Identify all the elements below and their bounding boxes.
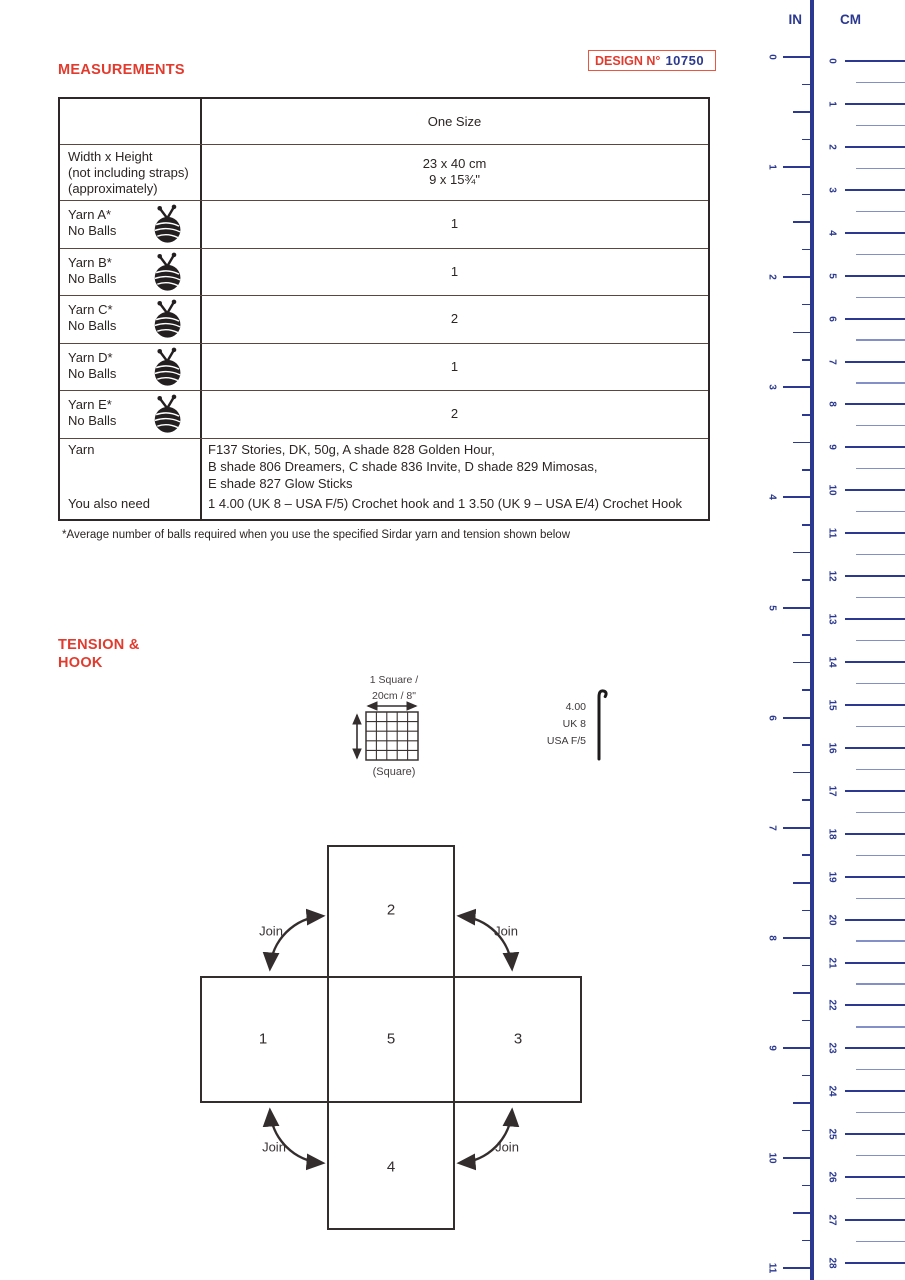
yarn-row-value: 1 — [450, 216, 459, 231]
cm-line-number: 17 — [826, 785, 838, 797]
join-arrow-top-left — [270, 916, 322, 968]
inch-tick — [783, 827, 810, 829]
half-inch-tick — [793, 992, 811, 994]
yarn-ball-icon — [150, 204, 188, 244]
panel-4: 4 — [386, 1158, 396, 1176]
half-cm-line — [856, 382, 905, 383]
size-row-value: 23 x 40 cm 9 x 15¾" — [422, 156, 487, 187]
cm-line — [845, 318, 905, 320]
ruler-inches-header: IN — [788, 12, 802, 27]
yarn-ball-icon — [150, 347, 188, 387]
half-cm-line — [856, 726, 905, 727]
cm-line — [845, 146, 905, 148]
yarn-ball-icon — [150, 299, 188, 339]
cm-line-number: 7 — [826, 358, 838, 365]
yarn-row-label: Yarn D* No Balls — [68, 350, 117, 381]
cm-line-number: 11 — [826, 527, 838, 539]
quarter-inch-tick — [802, 965, 811, 967]
panel-3: 3 — [513, 1030, 523, 1048]
inch-tick-number: 8 — [766, 935, 778, 941]
join-arrow-bottom-right — [460, 1111, 512, 1163]
cm-line-number: 15 — [826, 699, 838, 711]
half-cm-line — [856, 1241, 905, 1242]
half-inch-tick — [793, 111, 811, 113]
inch-tick-number: 0 — [766, 54, 778, 60]
half-cm-line — [856, 812, 905, 813]
cm-line-number: 24 — [826, 1085, 838, 1097]
cm-line — [845, 1262, 905, 1264]
yarn-row-label: Yarn E* No Balls — [68, 397, 117, 428]
quarter-inch-tick — [802, 249, 811, 251]
cm-line-number: 20 — [826, 914, 838, 926]
yarn-ball-icon — [150, 252, 188, 292]
inch-tick — [783, 937, 810, 939]
quarter-inch-tick — [802, 1185, 811, 1187]
half-cm-line — [856, 125, 905, 126]
half-cm-line — [856, 211, 905, 212]
cm-line-number: 25 — [826, 1128, 838, 1140]
yarn-row-label: Yarn B* No Balls — [68, 255, 117, 286]
half-cm-line — [856, 254, 905, 255]
yarn-row-label: Yarn A* No Balls — [68, 207, 117, 238]
cm-line-number: 21 — [826, 956, 838, 969]
cm-line — [845, 1047, 905, 1049]
half-cm-line — [856, 168, 905, 169]
quarter-inch-tick — [802, 304, 811, 306]
cm-line-number: 27 — [826, 1214, 838, 1226]
inch-tick-number: 11 — [766, 1262, 778, 1274]
yarn-row-value: 1 — [450, 263, 459, 279]
ruler-line — [810, 0, 814, 1280]
join-label-top-left: Join — [259, 923, 283, 939]
cm-line-number: 8 — [826, 401, 838, 408]
cm-line-number: 13 — [826, 613, 838, 625]
inch-tick — [783, 607, 810, 609]
quarter-inch-tick — [802, 910, 811, 912]
cm-line — [845, 532, 905, 534]
cm-line — [845, 1133, 905, 1135]
design-number-box — [588, 50, 716, 71]
cm-line — [845, 361, 905, 363]
footnote: *Average number of balls required when you use the specified Sirdar yarn and tension shown below — [62, 529, 571, 541]
half-cm-line — [856, 1198, 905, 1199]
cm-line-number: 0 — [826, 58, 838, 64]
cm-line — [845, 489, 905, 491]
half-inch-tick — [793, 882, 811, 884]
cm-line — [845, 704, 905, 706]
tension-square-label: 1 Square / 20cm / 8" — [369, 674, 419, 702]
half-cm-line — [856, 683, 905, 684]
half-inch-tick — [793, 442, 811, 444]
quarter-inch-tick — [802, 84, 811, 86]
inch-tick-number: 1 — [766, 164, 778, 170]
half-cm-line — [856, 769, 905, 770]
tension-square-diagram — [350, 701, 430, 767]
half-cm-line — [856, 425, 905, 426]
ruler-cm-header: CM — [840, 12, 861, 27]
quarter-inch-tick — [802, 469, 811, 471]
yarn-row-value: 1 — [450, 358, 459, 374]
half-cm-line — [856, 898, 905, 899]
inch-tick — [783, 166, 810, 168]
inch-tick — [783, 386, 810, 388]
half-cm-line — [856, 940, 905, 941]
cm-line — [845, 747, 905, 749]
join-label-top-right: Join — [494, 923, 518, 939]
inch-tick — [783, 276, 810, 278]
half-cm-line — [856, 855, 905, 856]
cm-line — [845, 876, 905, 878]
cm-line — [845, 60, 905, 62]
cm-line-number: 4 — [826, 229, 838, 236]
quarter-inch-tick — [802, 579, 811, 581]
cm-line-number: 9 — [826, 444, 838, 451]
cm-line — [845, 575, 905, 577]
yarn-details: F137 Stories, DK, 50g, A shade 828 Golden Hour, B shade 806 Dreamers, C shade 836 Invite, D shade 829 Mimosas, E shade 827 Glow Sticks 1 4.00 (UK 8 – USA F/5) Crochet hook and 1 3.50 (UK 9 – USA E/4) Crochet Hook — [208, 441, 706, 512]
quarter-inch-tick — [802, 1130, 811, 1132]
cm-line-number: 16 — [826, 742, 838, 754]
size-row-label: Width x Height (not including straps) (approximately) — [68, 149, 189, 196]
half-inch-tick — [793, 772, 811, 774]
cm-line — [845, 790, 905, 792]
tension-grid — [366, 712, 418, 760]
join-arrows — [180, 830, 620, 1250]
cm-line — [845, 1090, 905, 1092]
half-inch-tick — [793, 1102, 811, 1104]
quarter-inch-tick — [802, 359, 811, 361]
cm-line — [845, 1219, 905, 1221]
also-need-value: 1 4.00 (UK 8 – USA F/5) Crochet hook and 1 3.50 (UK 9 – USA E/4) Crochet Hook — [208, 496, 683, 511]
cm-line-number: 12 — [826, 570, 838, 582]
inch-tick-number: 7 — [766, 824, 778, 831]
cm-line-number: 5 — [826, 272, 838, 279]
half-cm-line — [856, 640, 905, 641]
join-label-bottom-left: Join — [262, 1139, 286, 1155]
cm-line-number: 3 — [826, 187, 838, 193]
crochet-hook-icon — [590, 686, 610, 764]
also-need-label: You also need — [68, 496, 150, 511]
inch-tick-number: 10 — [766, 1152, 778, 1164]
half-cm-line — [856, 82, 905, 83]
cm-line — [845, 618, 905, 620]
cm-line — [845, 962, 905, 964]
quarter-inch-tick — [802, 634, 811, 636]
half-cm-line — [856, 339, 905, 340]
one-size-header: One Size — [427, 113, 482, 129]
inch-tick — [783, 1047, 810, 1049]
half-inch-tick — [793, 662, 811, 664]
hook-size-labels: 4.00 UK 8 USA F/5 — [546, 701, 586, 747]
cm-line-number: 2 — [826, 144, 838, 150]
cm-line — [845, 1004, 905, 1006]
cm-line — [845, 833, 905, 835]
cm-line — [845, 232, 905, 234]
inch-tick-number: 2 — [766, 274, 778, 280]
quarter-inch-tick — [802, 744, 811, 746]
cm-line-number: 1 — [826, 101, 838, 107]
half-cm-line — [856, 1069, 905, 1070]
cm-line — [845, 919, 905, 921]
half-cm-line — [856, 511, 905, 512]
half-inch-tick — [793, 1212, 811, 1214]
join-arrow-bottom-left — [270, 1111, 322, 1163]
inch-tick-number: 6 — [766, 714, 778, 721]
inch-tick — [783, 717, 810, 719]
panel-1: 1 — [258, 1030, 268, 1048]
quarter-inch-tick — [802, 689, 811, 691]
cm-line-number: 23 — [826, 1042, 838, 1054]
cm-line — [845, 1176, 905, 1178]
inch-tick — [783, 496, 810, 498]
yarn-row-label: Yarn C* No Balls — [68, 302, 117, 333]
half-inch-tick — [793, 221, 811, 223]
inch-tick-number: 3 — [766, 384, 778, 391]
measurements-table — [58, 97, 710, 521]
quarter-inch-tick — [802, 1075, 811, 1077]
quarter-inch-tick — [802, 414, 811, 416]
half-cm-line — [856, 1155, 905, 1156]
square-caption: (Square) — [372, 766, 416, 778]
measurements-heading: MEASUREMENTS — [58, 62, 185, 78]
inch-tick-number: 4 — [766, 494, 778, 501]
join-arrow-top-right — [460, 916, 512, 968]
quarter-inch-tick — [802, 139, 811, 141]
quarter-inch-tick — [802, 854, 811, 856]
cm-line — [845, 446, 905, 448]
cm-line-number: 18 — [826, 828, 838, 840]
half-inch-tick — [793, 332, 811, 334]
cm-line-number: 14 — [826, 656, 838, 668]
cm-line — [845, 189, 905, 191]
inch-tick — [783, 1267, 810, 1269]
half-cm-line — [856, 1112, 905, 1113]
quarter-inch-tick — [802, 524, 811, 526]
yarn-row-value: 2 — [450, 406, 459, 421]
quarter-inch-tick — [802, 1020, 811, 1022]
quarter-inch-tick — [802, 194, 811, 196]
half-cm-line — [856, 1026, 905, 1027]
design-label: DESIGN N° — [595, 53, 661, 68]
cm-line-number: 10 — [826, 484, 838, 496]
cm-line — [845, 403, 905, 405]
half-cm-line — [856, 597, 905, 598]
quarter-inch-tick — [802, 799, 811, 801]
join-label-bottom-right: Join — [495, 1139, 519, 1155]
half-cm-line — [856, 983, 905, 984]
inch-tick — [783, 56, 810, 58]
yarn-row-value: 2 — [450, 311, 459, 326]
cm-line-number: 28 — [826, 1257, 838, 1269]
yarn-ball-icon — [150, 394, 188, 434]
cm-line — [845, 661, 905, 663]
cm-line-number: 19 — [826, 871, 838, 883]
panel-5: 5 — [386, 1030, 396, 1048]
cm-line — [845, 275, 905, 277]
half-cm-line — [856, 297, 905, 298]
tension-heading: TENSION & HOOK — [58, 637, 140, 671]
yarn-label: Yarn — [68, 442, 95, 457]
half-cm-line — [856, 554, 905, 555]
cm-line-number: 22 — [826, 999, 838, 1012]
quarter-inch-tick — [802, 1240, 811, 1242]
design-number: 10750 — [665, 53, 705, 68]
panel-2: 2 — [386, 901, 396, 919]
inch-tick-number: 5 — [766, 604, 778, 611]
half-inch-tick — [793, 552, 811, 554]
cm-line — [845, 103, 905, 105]
cm-line-number: 26 — [826, 1171, 838, 1183]
inch-tick-number: 9 — [766, 1045, 778, 1051]
cm-line-number: 6 — [826, 315, 838, 322]
inch-tick — [783, 1157, 810, 1159]
half-cm-line — [856, 468, 905, 469]
